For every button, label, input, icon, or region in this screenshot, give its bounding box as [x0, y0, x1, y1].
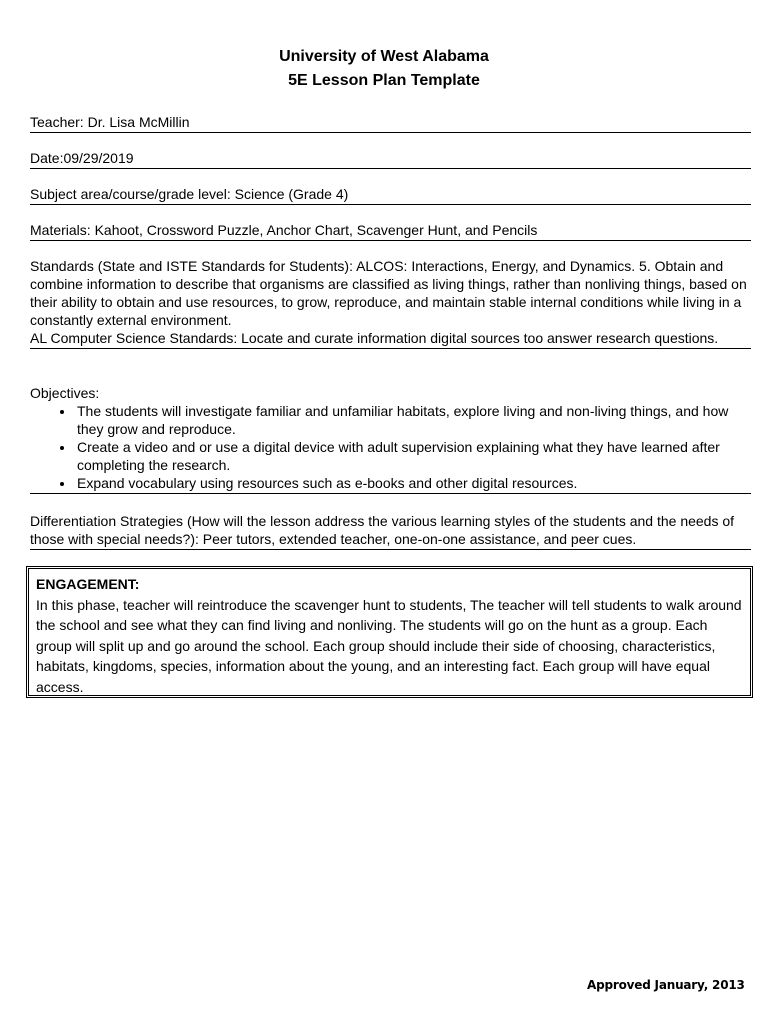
date-field: Date:09/29/2019	[30, 149, 751, 169]
standards-field	[30, 257, 751, 349]
engagement-heading: ENGAGEMENT:	[36, 576, 140, 592]
objective-item: • Expand vocabulary using resources such as e-books and other digital resources.	[75, 474, 751, 492]
objectives-label: Objectives:	[30, 385, 100, 401]
university-title: University of West Alabama	[279, 48, 489, 65]
objectives-field	[30, 384, 751, 494]
subject-field: Subject area/course/grade level: Science (Grade 4)	[30, 185, 751, 205]
differentiation-field: Differentiation Strategies (How will the lesson address the various learning styles of the students and the needs of those with special needs?): Peer tutors, extended teacher, one-on-one assistance, and peer cues.	[30, 512, 751, 550]
engagement-body: In this phase, teacher will reintroduce the scavenger hunt to students, The teacher will tell students to walk around the school and see what they can find living and nonliving. The students will go on the hunt as a group. Each group will split up and go around the school. Each group should include their side of choosing, characteristics, habitats, kingdoms, species, information about the young, and an interesting fact. Each group will have equal access.	[36, 596, 742, 695]
materials-field: Materials: Kahoot, Crossword Puzzle, Anchor Chart, Scavenger Hunt, and Pencils	[30, 221, 751, 241]
objectives-list	[30, 402, 751, 492]
engagement-box	[26, 566, 753, 698]
template-title: 5E Lesson Plan Template	[288, 72, 480, 89]
objective-item: • The students will investigate familiar and unfamiliar habitats, explore living and non-living things, and how they grow and reproduce.	[75, 402, 751, 438]
teacher-field: Teacher: Dr. Lisa McMillin	[30, 113, 751, 133]
standards-computer-science: AL Computer Science Standards: Locate and curate information digital sources too answer research questions.	[30, 330, 719, 346]
objective-item: • Create a video and or use a digital device with adult supervision explaining what they have learned after completing the research.	[75, 438, 751, 474]
approved-footer: Approved January, 2013	[587, 978, 745, 992]
standards-alcos: Standards (State and ISTE Standards for Students): ALCOS: Interactions, Energy, and Dynamics. 5. Obtain and combine information to describe that organisms are classified as living things, rather than nonliving things, based on their ability to obtain and use resources, to grow, reproduce, and maintain stable internal conditions while living in a constantly external environment.	[30, 258, 747, 328]
